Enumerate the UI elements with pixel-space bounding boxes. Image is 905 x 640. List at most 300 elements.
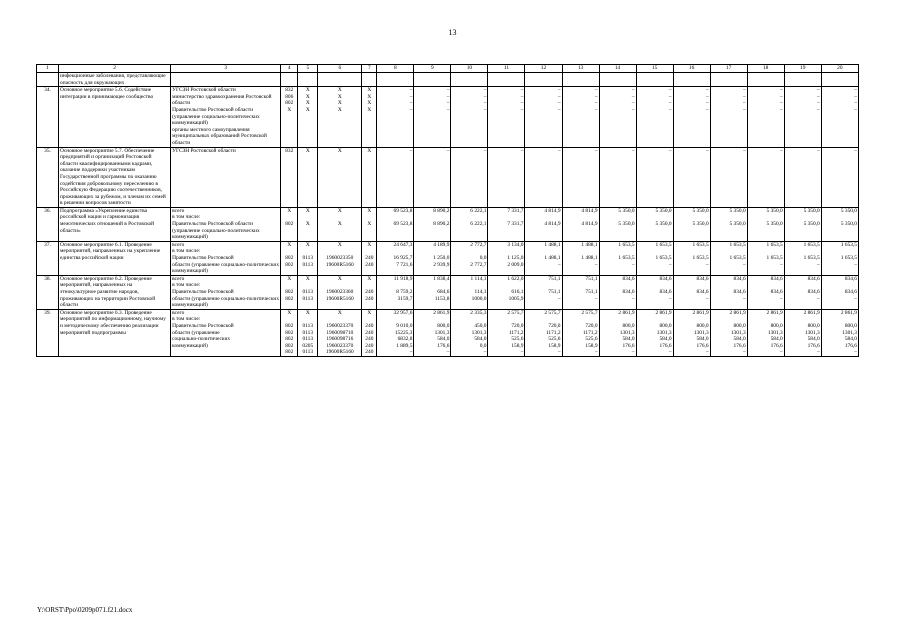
amount-value: – (742, 106, 746, 113)
amount-value (786, 214, 820, 221)
code-value: 240 (365, 255, 374, 262)
amount-value: 5 350,0 (840, 207, 857, 214)
code-c5 (298, 309, 318, 356)
amount-col-11 (488, 241, 525, 275)
amount-value: – (446, 87, 450, 94)
amount-value (712, 282, 746, 289)
code-value (299, 316, 316, 323)
column-number-18: 18 (747, 65, 784, 73)
amount-value: 32 957,6 (393, 309, 413, 316)
amount-col-9 (414, 207, 451, 241)
amount-col-20 (821, 275, 858, 309)
amount-value (749, 282, 783, 289)
amount-value (675, 248, 709, 255)
amount-value: 5 350,0 (840, 221, 857, 228)
code-value (282, 316, 296, 323)
amount-col-8 (377, 309, 414, 356)
code-value: 240 (365, 295, 374, 302)
code-value: 240 (365, 349, 374, 356)
row-number: 35. (37, 147, 59, 207)
code-c4 (281, 73, 298, 87)
measure-name-text: Подпрограмма «Укрепление единства российской нации и гармонизация межэтнических отношений в Ростовской области» (60, 207, 155, 234)
amount-value: 1 653,5 (766, 255, 783, 262)
header-row (37, 65, 859, 73)
measure-name-text: Основное мероприятие 5.7. Обеспечение предприятий и организаций Ростовской области квалифицированными кадрами, оказание поддержки участникам Государственной программы по оказанию содействия добровольному переселению в Российскую Федерацию соотечественников, проживающих за рубежом, и членам их семей в решении вопросов занятости (60, 147, 166, 207)
amount-value: 1 653,5 (803, 255, 820, 262)
amount-value: 7 721,6 (396, 261, 413, 268)
amount-value: – (705, 87, 709, 94)
amount-value: – (446, 147, 450, 154)
amount-value (823, 316, 857, 323)
code-value: X (305, 106, 310, 113)
page-number: 13 (448, 28, 457, 37)
code-value: 802 (285, 289, 294, 295)
amount-value (601, 248, 635, 255)
column-number-12: 12 (525, 65, 562, 73)
code-value: 1960023360 (326, 289, 354, 295)
code-value: X (305, 221, 310, 228)
amount-value: 114,1 (474, 289, 487, 295)
code-value: X (305, 309, 310, 316)
amount-value: 11 918,9 (393, 275, 413, 282)
amount-value: 584,0 (807, 336, 820, 343)
code-c7 (362, 309, 377, 356)
code-value (299, 248, 316, 255)
code-value (282, 73, 296, 80)
code-value: 802 (285, 322, 294, 329)
measure-name-text: Основное мероприятие 6.2. Проведение мероприятий, направленных на этнокультурное развитие народов, проживающих на территории Ростовской области (60, 275, 156, 309)
code-value: 19600R5160 (325, 349, 354, 356)
executor (171, 87, 281, 147)
column-number-20: 20 (821, 65, 858, 73)
amount-value: 800,0 (622, 322, 635, 329)
amount-col-11 (488, 207, 525, 241)
amount-col-19 (784, 275, 821, 309)
amount-value (378, 282, 412, 289)
row-number (37, 73, 59, 87)
amount-value: – (520, 349, 524, 356)
amount-col-17 (710, 87, 747, 147)
column-number-16: 16 (673, 65, 710, 73)
amount-col-20 (821, 207, 858, 241)
code-value: X (367, 106, 372, 113)
amount-value: – (594, 147, 598, 154)
amount-value: 1 125,0 (507, 255, 524, 262)
amount-value: 176,6 (733, 342, 746, 349)
code-value: X (367, 93, 372, 100)
amount-value: – (594, 261, 598, 268)
amount-value: 5 350,0 (692, 207, 709, 214)
measure-name-text: Основное мероприятие 5.6. Содействие интеграции в принимающее сообщество (60, 87, 154, 100)
amount-col-17 (710, 73, 747, 87)
amount-value: – (817, 93, 820, 100)
amount-value: – (446, 349, 450, 356)
amount-value: 1301,3 (804, 329, 820, 336)
amount-value: 834,6 (659, 275, 672, 282)
amount-value: – (705, 93, 709, 100)
amount-value: 1301,3 (842, 329, 857, 336)
amount-value: 3159,7 (397, 295, 413, 302)
amount-value: – (854, 349, 857, 356)
amount-value: 834,6 (770, 289, 783, 295)
amount-col-13 (562, 309, 599, 356)
amount-col-20 (821, 73, 858, 87)
amount-value (638, 316, 672, 323)
executor-line: всего (172, 275, 185, 282)
amount-value (675, 282, 709, 289)
amount-value: 8 759,2 (396, 289, 413, 295)
amount-value: – (817, 295, 820, 302)
code-value: 802 (285, 349, 294, 356)
code-value: X (337, 221, 342, 228)
code-value: X (337, 147, 342, 154)
amount-value: 2 861,9 (692, 309, 709, 316)
amount-value: 834,6 (696, 275, 709, 282)
executor-line: министерство здравоохранения Ростовской области (172, 93, 272, 107)
amount-value: 2 335,3 (470, 309, 487, 316)
amount-value (638, 214, 672, 221)
amount-col-19 (784, 73, 821, 87)
executor (171, 207, 281, 241)
code-value: 0113 (302, 349, 314, 356)
amount-value: 834,6 (844, 289, 857, 295)
amount-value: – (668, 93, 672, 100)
amount-value: 2 861,9 (840, 309, 857, 316)
amount-value: 1 653,5 (655, 255, 672, 262)
code-value: 832 (285, 147, 294, 154)
amount-value: – (705, 261, 709, 268)
code-c5 (298, 241, 318, 275)
code-value: 0113 (302, 295, 314, 302)
column-number-14: 14 (599, 65, 636, 73)
amount-value: 1 653,5 (692, 255, 709, 262)
executor-line: в том числе: (172, 248, 201, 255)
amount-col-16 (673, 147, 710, 207)
executor-line: Правительство Ростовской (172, 255, 234, 262)
amount-col-20 (821, 147, 858, 207)
amount-value: 176,6 (696, 342, 709, 349)
amount-value: 2 575,7 (507, 309, 524, 316)
amount-value: 2 772,7 (470, 261, 487, 268)
amount-value: 800,0 (696, 322, 709, 329)
amount-value: 2 861,9 (433, 309, 450, 316)
amount-col-15 (636, 87, 673, 147)
code-value: 240 (365, 261, 374, 268)
amount-value (749, 248, 783, 255)
row-number: 34. (37, 87, 59, 147)
code-value: X (337, 100, 342, 107)
measure-name (59, 147, 171, 207)
code-value: 802 (285, 336, 294, 343)
amount-value: – (817, 100, 820, 107)
amount-value: 1 653,5 (729, 255, 746, 262)
amount-value: – (742, 100, 746, 107)
amount-value: – (446, 100, 450, 107)
amount-value: 800,0 (807, 322, 820, 329)
amount-value: 1 653,5 (803, 241, 820, 248)
amount-col-18 (747, 87, 784, 147)
amount-value: 751,1 (548, 289, 561, 295)
amount-value: – (854, 295, 857, 302)
amount-value (489, 248, 523, 255)
column-number-1: 1 (37, 65, 59, 73)
row-number: 39. (37, 309, 59, 356)
amount-col-16 (673, 87, 710, 147)
code-value: 240 (365, 329, 374, 336)
amount-value: – (483, 100, 487, 107)
amount-value: 1301,3 (471, 329, 487, 336)
amount-value: – (409, 147, 413, 154)
amount-value: 176,6 (807, 342, 820, 349)
amount-value: – (780, 349, 783, 356)
amount-value: – (483, 93, 487, 100)
amount-value: – (817, 87, 820, 94)
amount-value (452, 214, 486, 221)
amount-col-14 (599, 275, 636, 309)
amount-value: – (742, 93, 746, 100)
amount-value: 584,0 (474, 336, 487, 343)
amount-col-11 (488, 309, 525, 356)
code-value: 802 (285, 255, 294, 262)
amount-value: 1 488,1 (544, 241, 561, 248)
column-number-7: 7 (362, 65, 377, 73)
amount-value: 1005,9 (508, 295, 524, 302)
executor-line: коммуникаций) (172, 342, 208, 349)
amount-value: – (557, 147, 561, 154)
amount-value: – (705, 106, 709, 113)
amount-col-10 (451, 309, 488, 356)
amount-value (712, 248, 746, 255)
amount-value (564, 248, 598, 255)
amount-value: 5 350,0 (729, 207, 746, 214)
code-value (319, 214, 360, 221)
row-number: 36. (37, 207, 59, 241)
amount-value: – (631, 100, 635, 107)
amount-col-8 (377, 275, 414, 309)
code-value: X (305, 207, 310, 214)
amount-value: – (780, 87, 783, 94)
amount-col-9 (414, 73, 451, 87)
code-value: X (287, 241, 292, 248)
amount-value: – (594, 349, 598, 356)
amount-value: – (483, 349, 487, 356)
amount-value: 15225,3 (394, 329, 413, 336)
code-value: 802 (285, 295, 294, 302)
code-value: X (367, 87, 372, 94)
amount-col-15 (636, 73, 673, 87)
amount-col-18 (747, 309, 784, 356)
amount-value: 3 134,0 (507, 241, 524, 248)
amount-col-14 (599, 241, 636, 275)
amount-value: – (557, 261, 561, 268)
code-value: X (287, 275, 292, 282)
code-value: 240 (365, 342, 374, 349)
amount-value: – (780, 261, 783, 268)
amount-value: 834,6 (807, 275, 820, 282)
amount-value: 16 925,7 (393, 255, 413, 262)
code-value: X (305, 241, 310, 248)
amount-col-13 (562, 147, 599, 207)
amount-value: 4 814,9 (544, 207, 561, 214)
amount-value (564, 214, 598, 221)
amount-value: – (780, 106, 783, 113)
amount-col-10 (451, 275, 488, 309)
amount-value: 834,6 (696, 289, 709, 295)
executor-line: всего (172, 207, 185, 214)
row-number: 37. (37, 241, 59, 275)
amount-value: 2 009,0 (507, 261, 524, 268)
amount-value: 834,6 (622, 275, 635, 282)
amount-value (564, 282, 598, 289)
code-value: X (287, 309, 292, 316)
amount-value: 1 653,5 (840, 255, 857, 262)
code-value: X (367, 241, 372, 248)
amount-col-14 (599, 87, 636, 147)
amount-value: 751,1 (585, 275, 598, 282)
column-number-5: 5 (298, 65, 318, 73)
amount-value: – (409, 100, 413, 107)
amount-value: 584,0 (844, 336, 857, 343)
amount-value: – (483, 106, 487, 113)
amount-value: 1301,3 (767, 329, 783, 336)
amount-col-16 (673, 207, 710, 241)
code-value: X (337, 241, 342, 248)
code-value: 1960023350 (326, 255, 354, 262)
amount-col-20 (821, 241, 858, 275)
code-c6 (318, 275, 362, 309)
table-row (37, 241, 859, 275)
code-value (363, 282, 375, 289)
code-value: 1960023370 (326, 342, 354, 349)
amount-col-12 (525, 241, 562, 275)
amount-value: – (780, 100, 783, 107)
amount-value: 834,6 (770, 275, 783, 282)
amount-value (415, 316, 449, 323)
amount-value: – (668, 147, 672, 154)
amount-value: 684,6 (437, 289, 450, 295)
amount-col-15 (636, 275, 673, 309)
column-number-19: 19 (784, 65, 821, 73)
amount-value (638, 282, 672, 289)
column-number-17: 17 (710, 65, 747, 73)
amount-value: 1 653,5 (766, 241, 783, 248)
amount-value: – (780, 147, 783, 154)
amount-value: 5 350,0 (618, 221, 635, 228)
amount-value: 751,1 (585, 289, 598, 295)
amount-value: 4 814,9 (581, 207, 598, 214)
amount-value (823, 282, 857, 289)
amount-value: 8 890,2 (433, 221, 450, 228)
amount-value: – (854, 147, 857, 154)
executor-line: всего (172, 309, 185, 316)
amount-value: 584,0 (622, 336, 635, 343)
amount-col-9 (414, 275, 451, 309)
amount-value: 584,0 (770, 336, 783, 343)
amount-value: 1 488,1 (581, 255, 598, 262)
amount-value (489, 214, 523, 221)
code-c4 (281, 275, 298, 309)
amount-col-13 (562, 87, 599, 147)
amount-value: 24 647,3 (393, 241, 413, 248)
amount-value: 69 523,8 (393, 221, 413, 228)
amount-col-11 (488, 275, 525, 309)
amount-value: 2 939,9 (433, 261, 450, 268)
amount-value: 720,0 (585, 322, 598, 329)
code-value: X (337, 207, 342, 214)
amount-col-10 (451, 87, 488, 147)
amount-value: 525,6 (548, 336, 561, 343)
amount-value: 834,6 (733, 275, 746, 282)
amount-value: – (594, 87, 598, 94)
amount-value: – (817, 147, 820, 154)
amount-value: 525,6 (511, 336, 524, 343)
amount-col-17 (710, 147, 747, 207)
table-row (37, 147, 859, 207)
code-value: 0113 (302, 322, 314, 329)
amount-value: 584,0 (437, 336, 450, 343)
amount-value: – (705, 295, 709, 302)
amount-value: 800,0 (733, 322, 746, 329)
amount-value: 1171,2 (582, 329, 598, 336)
executor-line: органы местного самоуправления муниципальных образований Ростовской области (172, 126, 267, 146)
code-value: 240 (365, 289, 374, 295)
amount-value: – (742, 147, 746, 154)
table-row (37, 73, 859, 87)
column-number-2: 2 (59, 65, 171, 73)
amount-value: – (742, 261, 746, 268)
amount-value: 176,6 (659, 342, 672, 349)
amount-value (712, 214, 746, 221)
amount-col-16 (673, 309, 710, 356)
amount-value: 2 861,9 (729, 309, 746, 316)
amount-value: 834,6 (844, 275, 857, 282)
code-c5 (298, 73, 318, 87)
amount-value (786, 282, 820, 289)
measure-name (59, 275, 171, 309)
code-value: X (367, 147, 372, 154)
amount-value (489, 282, 523, 289)
amount-value: 1301,3 (656, 329, 672, 336)
code-c6 (318, 147, 362, 207)
amount-value: – (557, 349, 561, 356)
amount-value (526, 248, 560, 255)
table-row (37, 309, 859, 356)
code-value (282, 248, 296, 255)
amount-value: – (409, 349, 413, 356)
amount-value: 2 861,9 (655, 309, 672, 316)
amount-value: 584,0 (696, 336, 709, 343)
amount-value: 5 350,0 (766, 207, 783, 214)
amount-value: – (854, 261, 857, 268)
table-row (37, 87, 859, 147)
amount-value: – (854, 106, 857, 113)
amount-value: – (557, 100, 561, 107)
amount-value: 616,1 (511, 289, 524, 295)
amount-value: – (520, 93, 524, 100)
amount-value: 0,0 (479, 255, 487, 262)
table-row (37, 207, 859, 241)
code-value (299, 73, 316, 80)
amount-value: – (854, 100, 857, 107)
code-value: X (367, 309, 372, 316)
code-value: 240 (365, 322, 374, 329)
executor (171, 241, 281, 275)
amount-value: – (668, 100, 672, 107)
code-value (363, 248, 375, 255)
code-c5 (298, 147, 318, 207)
executor-line: Правительство Ростовской (172, 322, 234, 329)
code-value (319, 73, 360, 80)
